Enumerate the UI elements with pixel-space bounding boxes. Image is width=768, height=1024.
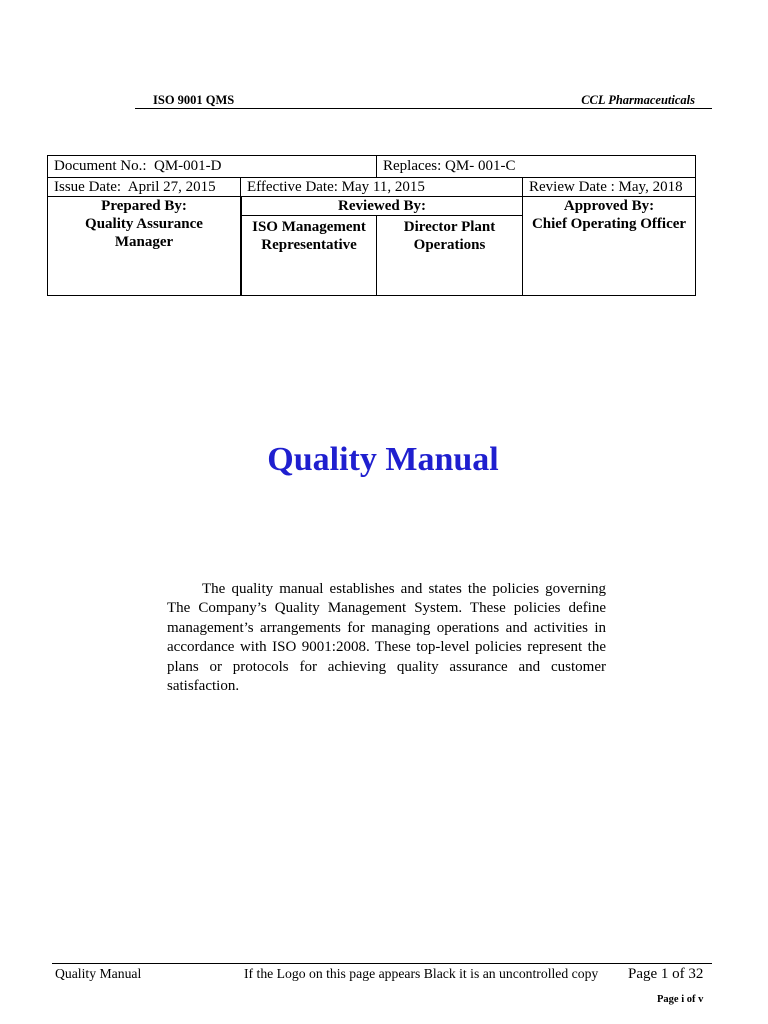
prepared-by-label: Prepared By: [101, 198, 187, 214]
document-number: Document No.: QM-001-D [54, 158, 222, 174]
approved-by-label: Approved By: [563, 198, 655, 214]
prepared-by-cell [47, 196, 241, 296]
document-number-cell [47, 155, 377, 178]
header-standard: ISO 9001 QMS [153, 93, 235, 107]
reviewer-cell [240, 215, 377, 296]
reviewer-role: ISO Management Representative [252, 219, 366, 253]
reviewer-cell [376, 215, 523, 296]
intro-paragraph: The quality manual establishes and states the policies governing The Company’s Quality Management System. These policies define management’s arrangements for managing operations and activities in accordance with ISO 9001:2008. These top-level policies represent the plans or protocols for achieving quality assurance and customer satisfaction. [167, 581, 606, 695]
reviewed-by-label: Reviewed By: [338, 197, 426, 214]
review-date-cell [522, 177, 696, 197]
effective-date-cell [240, 177, 523, 197]
footer-control-notice: If the Logo on this page appears Black it is an uncontrolled copy [244, 966, 599, 981]
footer-rule [52, 963, 712, 964]
replaces: Replaces: QM- 001-C [383, 158, 516, 174]
footer-page-number: Page 1 of 32 [628, 966, 704, 982]
issue-date-cell [47, 177, 241, 197]
approved-by-cell [522, 196, 696, 296]
page-title: Quality Manual [267, 441, 499, 478]
reviewed-by-cell [240, 196, 523, 216]
replaces-cell [376, 155, 696, 178]
approved-by-role: Chief Operating Officer [531, 216, 687, 232]
prepared-by-role: Quality Assurance Manager [85, 216, 203, 250]
footer-document-name: Quality Manual [55, 966, 142, 981]
page-marker: Page i of v [657, 994, 704, 1005]
issue-date: Issue Date: April 27, 2015 [54, 178, 216, 195]
reviewer-role: Director Plant Operations [403, 219, 496, 253]
effective-date: Effective Date: May 11, 2015 [247, 178, 425, 195]
review-date: Review Date : May, 2018 [529, 178, 683, 195]
document-control-table [47, 155, 696, 296]
header-rule [135, 108, 712, 109]
header-company: CCL Pharmaceuticals [581, 93, 695, 107]
